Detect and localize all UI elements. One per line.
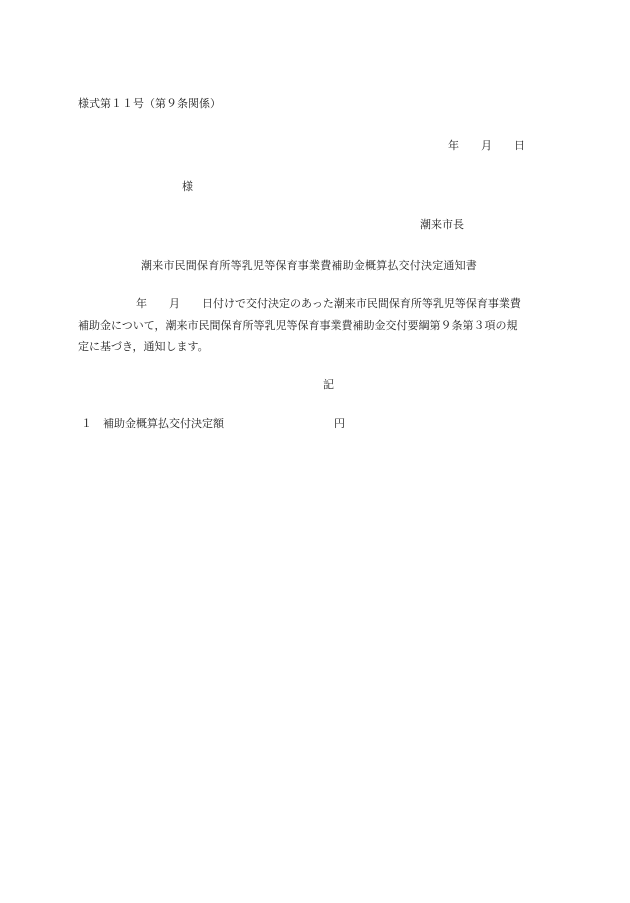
list-item <box>81 417 345 431</box>
body-month-label: 月 <box>169 297 180 310</box>
sender-name: 潮来市長 <box>420 218 464 231</box>
body-line-2: 補助金について，潮来市民間保育所等乳児等保育事業費補助金交付要綱第９条第３項の規 <box>78 319 518 332</box>
body-line-1-text: 日付けで交付決定のあった潮来市民間保育所等乳児等保育事業費 <box>202 297 521 310</box>
item-unit: 円 <box>334 417 345 430</box>
date-month-label: 月 <box>481 139 492 152</box>
date-day-label: 日 <box>514 139 525 152</box>
form-number: 様式第１１号（第９条関係） <box>78 97 221 110</box>
body-year-label: 年 <box>136 297 147 310</box>
date-line <box>448 139 525 153</box>
date-year-label: 年 <box>448 139 459 152</box>
ki-heading: 記 <box>323 378 334 391</box>
document-title: 潮来市民間保育所等乳児等保育事業費補助金概算払交付決定通知書 <box>141 259 477 272</box>
item-label: 補助金概算払交付決定額 <box>103 417 224 430</box>
item-number: １ <box>81 417 92 430</box>
body-line-3: 定に基づき，通知します。 <box>78 340 209 353</box>
addressee-honorific: 様 <box>182 180 193 193</box>
body-line-1 <box>136 297 521 311</box>
